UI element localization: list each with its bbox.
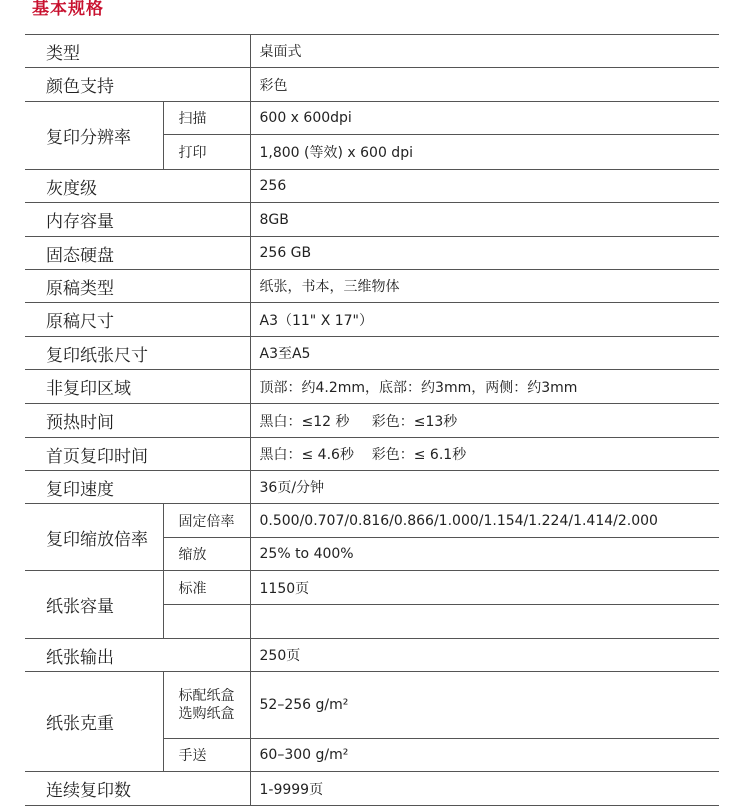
tray-label-optional: 选购纸盒 [178, 706, 235, 722]
row-value: 桌面式 [250, 35, 719, 68]
row-value: 1-9999页 [250, 772, 719, 806]
row-value: 彩色 [250, 68, 719, 102]
row-label: 预热时间 [25, 404, 250, 438]
table-row [25, 68, 719, 102]
row-value: 黑白：≤12 秒 彩色：≤13秒 [250, 404, 719, 438]
row-value: 黑白：≤ 4.6秒 彩色：≤ 6.1秒 [250, 438, 719, 471]
row-label: 固态硬盘 [25, 237, 250, 270]
row-label: 颜色支持 [25, 68, 250, 102]
row-value: 250页 [250, 639, 719, 672]
row-value: 36页/分钟 [250, 471, 719, 504]
table-row [25, 404, 719, 438]
row-value: A3至A5 [250, 337, 719, 370]
row-value: A3（11" X 17"） [250, 303, 719, 337]
row-value: 1,800 (等效) x 600 dpi [250, 135, 719, 170]
row-label: 纸张克重 [25, 672, 163, 772]
table-row [25, 571, 719, 605]
row-value: 1150页 [250, 571, 719, 605]
row-label: 纸张容量 [25, 571, 163, 639]
row-label: 原稿尺寸 [25, 303, 250, 337]
row-value-empty [250, 605, 719, 639]
row-label: 纸张输出 [25, 639, 250, 672]
tray-label-standard: 标配纸盒 [178, 688, 235, 704]
table-row [25, 35, 719, 68]
row-label: 非复印区域 [25, 370, 250, 404]
table-row [25, 370, 719, 404]
row-value: 256 GB [250, 237, 719, 270]
sub-label: 扫描 [163, 102, 250, 135]
row-value: 纸张，书本，三维物体 [250, 270, 719, 303]
sub-label: 打印 [163, 135, 250, 170]
table-row [25, 270, 719, 303]
table-row [25, 203, 719, 237]
table-row [25, 504, 719, 538]
spec-table [25, 34, 719, 806]
table-row [25, 303, 719, 337]
row-label: 复印纸张尺寸 [25, 337, 250, 370]
row-value: 52–256 g/m² [250, 672, 719, 739]
row-value: 25% to 400% [250, 538, 719, 571]
table-row [25, 337, 719, 370]
row-value: 0.500/0.707/0.816/0.866/1.000/1.154/1.224/1.414/2.000 [250, 504, 719, 538]
row-label: 复印速度 [25, 471, 250, 504]
sub-label: 缩放 [163, 538, 250, 571]
table-row [25, 672, 719, 739]
table-row [25, 170, 719, 203]
row-label: 连续复印数 [25, 772, 250, 806]
row-label: 复印缩放倍率 [25, 504, 163, 571]
row-label: 复印分辨率 [25, 102, 163, 170]
sub-label: 固定倍率 [163, 504, 250, 538]
table-row [25, 102, 719, 135]
row-label: 原稿类型 [25, 270, 250, 303]
table-row [25, 438, 719, 471]
section-title: 基本规格 [32, 0, 104, 19]
row-value: 256 [250, 170, 719, 203]
sub-label: 手送 [163, 739, 250, 772]
table-row [25, 471, 719, 504]
row-label: 首页复印时间 [25, 438, 250, 471]
table-row [25, 237, 719, 270]
sub-label [163, 672, 250, 739]
row-value: 顶部：约4.2mm，底部：约3mm，两侧：约3mm [250, 370, 719, 404]
row-label: 灰度级 [25, 170, 250, 203]
sub-label-empty [163, 605, 250, 639]
row-value: 8GB [250, 203, 719, 237]
sub-label: 标准 [163, 571, 250, 605]
row-value: 600 x 600dpi [250, 102, 719, 135]
table-row [25, 772, 719, 806]
table-row [25, 639, 719, 672]
row-value: 60–300 g/m² [250, 739, 719, 772]
row-label: 类型 [25, 35, 250, 68]
row-label: 内存容量 [25, 203, 250, 237]
